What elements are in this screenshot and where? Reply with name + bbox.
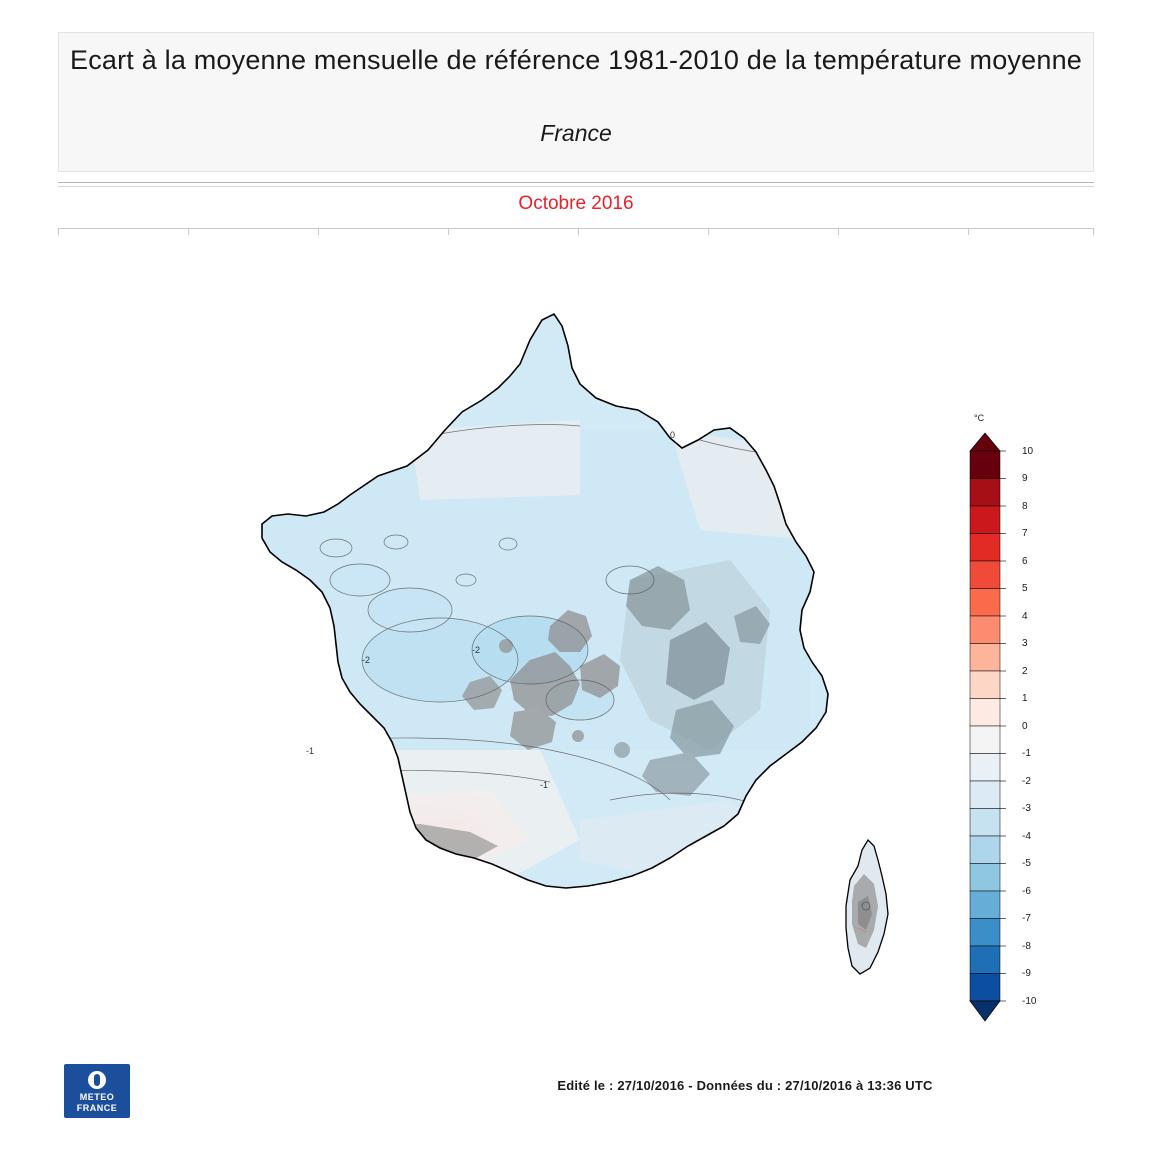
- colorbar-tick: -6: [1022, 886, 1031, 897]
- corsica: [846, 840, 888, 974]
- anomaly-fill-layer: [110, 280, 930, 1040]
- svg-text:-2: -2: [472, 645, 481, 655]
- colorbar-tick: 10: [1022, 446, 1034, 457]
- edition-info: Edité le : 27/10/2016 - Données du : 27/10/2016 à 13:36 UTC: [557, 1078, 933, 1093]
- meteo-france-logo[interactable]: [64, 1064, 130, 1118]
- divider-top-secondary: [58, 186, 1094, 187]
- page-subtitle: France: [540, 120, 612, 146]
- colorbar-tick: -8: [1022, 941, 1031, 952]
- colorbar-tick: -4: [1022, 831, 1031, 842]
- colorbar-tick: 6: [1022, 556, 1028, 567]
- rule-tick: [58, 228, 59, 235]
- page-title: Ecart à la moyenne mensuelle de référence 1981-2010 de la température moyenne: [69, 45, 1082, 75]
- france-anomaly-map: [110, 280, 930, 1040]
- colorbar-tick: 0: [1022, 721, 1028, 732]
- svg-text:-1: -1: [306, 746, 315, 756]
- rule-tick: [318, 228, 319, 235]
- colorbar-tick: -1: [1022, 748, 1031, 759]
- svg-text:-1: -1: [540, 780, 549, 790]
- colorbar-tick: -9: [1022, 968, 1031, 979]
- rule-tick: [968, 228, 969, 235]
- rule-tick: [838, 228, 839, 235]
- rule-tick: [1093, 228, 1094, 235]
- colorbar-tick: 3: [1022, 638, 1028, 649]
- rule-tick: [448, 228, 449, 235]
- rule-tick: [578, 228, 579, 235]
- rule-tick: [188, 228, 189, 235]
- colorbar-tick: -7: [1022, 913, 1031, 924]
- colorbar-tick: -3: [1022, 803, 1031, 814]
- svg-text:0: 0: [670, 430, 676, 440]
- divider-top: [58, 182, 1094, 183]
- colorbar-tick: 7: [1022, 528, 1028, 539]
- logo-line-1: METEO: [79, 1092, 115, 1102]
- colorbar-unit-label: °C: [974, 413, 985, 423]
- colorbar-tick: 5: [1022, 583, 1028, 594]
- logo-mark-icon: [88, 1071, 106, 1089]
- colorbar-tick: 2: [1022, 666, 1028, 677]
- colorbar-tick: 4: [1022, 611, 1028, 622]
- colorbar-tick: -5: [1022, 858, 1031, 869]
- colorbar-gradient: [960, 429, 1020, 1039]
- svg-text:-2: -2: [362, 655, 371, 665]
- colorbar-tick: 1: [1022, 693, 1028, 704]
- colorbar: [960, 405, 1080, 1055]
- colorbar-tick: -10: [1022, 996, 1037, 1007]
- logo-mark-inner: [94, 1074, 100, 1086]
- colorbar-tick: 9: [1022, 473, 1028, 484]
- map-canvas[interactable]: [110, 280, 930, 1040]
- colorbar-tick: 8: [1022, 501, 1028, 512]
- logo-line-2: FRANCE: [76, 1103, 118, 1113]
- rule-tick: [708, 228, 709, 235]
- period-label: Octobre 2016: [518, 193, 634, 214]
- colorbar-tick: -2: [1022, 776, 1031, 787]
- divider-bottom: [58, 228, 1094, 229]
